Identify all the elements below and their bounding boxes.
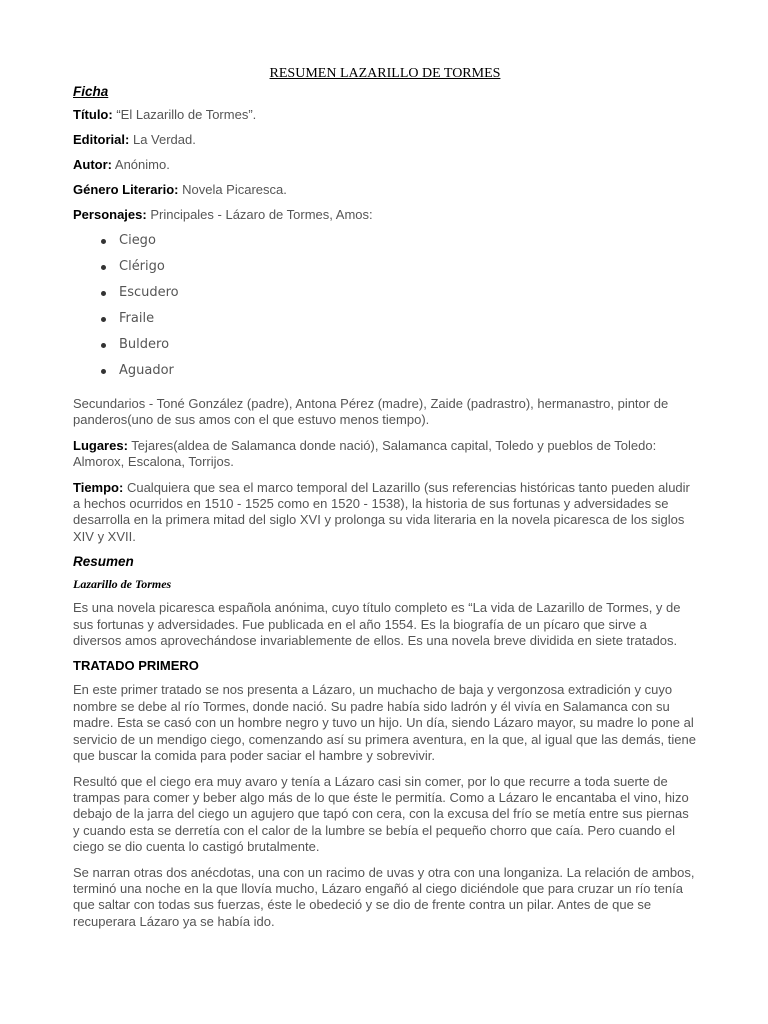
tratado-paragraph-3: Se narran otras dos anécdotas, una con un racimo de uvas y otra con una longaniza. La relación de ambos, terminó una noche en la que llovía mucho, Lázaro engañó al ciego diciéndole que para cruzar un río tenía que saltar con todas sus fuerzas, éste le obedeció y se dio de frente contra un pilar. Antes de que se recuperara Lázaro ya se había ido. bbox=[73, 864, 695, 929]
field-titulo-value: “El Lazarillo de Tormes”. bbox=[116, 107, 257, 122]
list-item-label: Escudero bbox=[119, 285, 179, 300]
field-autor-value: Anónimo. bbox=[114, 157, 170, 172]
bullet-icon bbox=[101, 239, 106, 244]
lugares-value: Tejares(aldea de Salamanca donde nació), Salamanca capital, Toledo y pueblos de Toledo: Almorox, Escalona, Torrijos. bbox=[73, 437, 657, 470]
list-item-label: Aguador bbox=[119, 363, 174, 378]
tiempo-paragraph bbox=[73, 480, 697, 546]
document-page bbox=[73, 66, 697, 939]
document-title: RESUMEN LAZARILLO DE TORMES bbox=[269, 66, 501, 81]
secundarios-paragraph: Secundarios - Toné González (padre), Antona Pérez (madre), Zaide (padrastro), hermanastro, pintor de panderos(uno de sus amos con el que estuvo menos tiempo). bbox=[73, 396, 669, 428]
list-item bbox=[101, 362, 697, 388]
list-item-label: Fraile bbox=[119, 311, 155, 326]
bullet-icon bbox=[101, 369, 106, 374]
field-personajes-label: Personajes: bbox=[73, 207, 147, 222]
ficha-heading bbox=[73, 84, 697, 99]
tratado-paragraph-2: Resultó que el ciego era muy avaro y tenía a Lázaro casi sin comer, por lo que recurre a toda suerte de trampas para comer y beber algo más de lo que éste le permitía. Como a Lázaro le encantaba el vino, hizo debajo de la jarra del ciego un agujero que tapó con cera, con la excusa del frío se metía entre sus piernas y cuando esta se derretía con el calor de la lumbre se bebía el pequeño chorro que caía. Pero cuando el ciego se dio cuenta lo castigó brutalmente. bbox=[73, 773, 689, 855]
field-autor bbox=[73, 157, 697, 173]
amos-list bbox=[73, 232, 697, 388]
bullet-icon bbox=[101, 291, 106, 296]
list-item bbox=[101, 310, 697, 336]
list-item bbox=[101, 258, 697, 284]
resumen-paragraph: Es una novela picaresca española anónima, cuyo título completo es “La vida de Lazarillo de Tormes, y de sus fortunas y adversidades. Fue publicada en el año 1554. Es la biografía de un pícaro que sirve a diversos amos aprovechándose invariablemente de ellos. Es una novela breve dividida en siete tratados. bbox=[73, 600, 681, 649]
resumen-heading: Resumen bbox=[73, 554, 134, 570]
tiempo-value: Cualquiera que sea el marco temporal del Lazarillo (sus referencias históricas tanto pueden aludir a hechos ocurridos en 1510 - 1525 como en 1520 - 1538), la historia de sus fortunas y adversidades se desarrolla en la primera mitad del siglo XVI y prolonga su vida literaria en la novela picaresca de los siglos XIV y XVII. bbox=[73, 479, 690, 544]
list-item-label: Buldero bbox=[119, 337, 170, 352]
field-editorial bbox=[73, 132, 697, 148]
field-personajes bbox=[73, 207, 697, 223]
list-item-label: Ciego bbox=[119, 233, 156, 248]
field-genero-value: Novela Picaresca. bbox=[182, 182, 287, 197]
field-genero-label: Género Literario: bbox=[73, 182, 179, 197]
bullet-icon bbox=[101, 265, 106, 270]
list-item bbox=[101, 232, 697, 258]
tiempo-label: Tiempo: bbox=[73, 479, 124, 495]
field-editorial-label: Editorial: bbox=[73, 132, 130, 147]
lugares-label: Lugares: bbox=[73, 437, 128, 453]
tratado-paragraph-1: En este primer tratado se nos presenta a Lázaro, un muchacho de baja y vergonzosa extradición y cuyo nombre se debe al río Tormes, donde nació. Su padre había sido ladrón y él vivía en Salamanca con su madre. Esta se casó con un hombre negro y tuvo un hijo. Un día, siendo Lázaro mayor, su madre lo pone al servicio de un mendigo ciego, comenzando así su primera aventura, en la que, al igual que las demás, tiene que buscar la comida para poder saciar el hambre y sobrevivir. bbox=[73, 682, 696, 764]
resumen-subheading: Lazarillo de Tormes bbox=[73, 577, 172, 592]
tratado-heading: TRATADO PRIMERO bbox=[73, 658, 199, 674]
bullet-icon bbox=[101, 317, 106, 322]
lugares-paragraph bbox=[73, 438, 697, 471]
list-item-label: Clérigo bbox=[119, 259, 165, 274]
ficha-heading-text: Ficha bbox=[73, 84, 109, 99]
field-editorial-value: La Verdad. bbox=[132, 132, 196, 147]
bullet-icon bbox=[101, 343, 106, 348]
list-item bbox=[101, 284, 697, 310]
field-autor-label: Autor: bbox=[73, 157, 112, 172]
list-item bbox=[101, 336, 697, 362]
field-titulo-label: Título: bbox=[73, 107, 113, 122]
field-genero bbox=[73, 182, 697, 198]
field-titulo bbox=[73, 107, 697, 123]
field-personajes-value: Principales - Lázaro de Tormes, Amos: bbox=[150, 207, 373, 222]
